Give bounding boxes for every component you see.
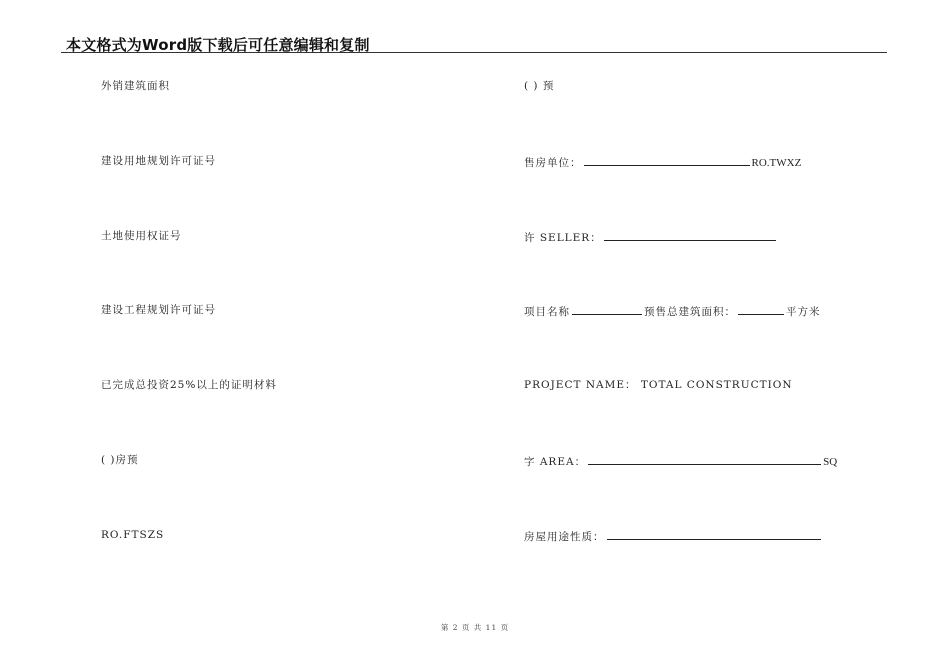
left-item-construction-planning-permit: 建设工程规划许可证号 [101, 304, 216, 316]
area-suffix: SQ [823, 456, 838, 468]
right-item-area [524, 453, 837, 469]
left-item-land-use-certificate: 土地使用权证号 [101, 230, 182, 242]
page-number-footer: 第 2 页 共 11 页 [440, 623, 510, 632]
left-item-investment-proof: 已完成总投资25%以上的证明材料 [101, 379, 277, 391]
house-usage-label: 房屋用途性质： [524, 531, 605, 543]
seller-label: 许 SELLER： [524, 232, 602, 244]
left-item-land-planning-permit: 建设用地规划许可证号 [101, 155, 216, 167]
project-name-label: 项目名称 [524, 306, 570, 318]
presale-area-blank[interactable] [738, 303, 784, 315]
right-item-house-usage [524, 528, 823, 544]
right-item-project-name [524, 303, 821, 319]
right-item-presale: ( ) 预 [524, 80, 555, 92]
header-divider [61, 52, 887, 53]
seller-unit-code: RO.TWXZ [751, 157, 802, 169]
area-unit: 平方米 [786, 306, 821, 318]
seller-unit-label: 售房单位： [524, 157, 582, 169]
project-name-blank[interactable] [572, 303, 642, 315]
area-label: 字 AREA： [524, 456, 587, 468]
left-item-export-area: 外销建筑面积 [101, 80, 170, 92]
right-item-project-name-en: PROJECT NAME： TOTAL CONSTRUCTION [524, 379, 793, 391]
presale-area-label: 预售总建筑面积： [644, 306, 736, 318]
area-blank[interactable] [588, 453, 821, 465]
house-usage-blank[interactable] [607, 528, 821, 540]
left-item-ro-ftszs: RO.FTSZS [101, 529, 165, 541]
seller-blank[interactable] [604, 229, 776, 241]
document-header-title: 本文格式为Word版下载后可任意编辑和复制 [66, 36, 370, 54]
seller-unit-blank[interactable] [584, 154, 750, 166]
right-item-seller-unit [524, 154, 801, 170]
left-item-presale-number: ( )房预 [101, 454, 139, 466]
right-item-seller [524, 229, 778, 245]
